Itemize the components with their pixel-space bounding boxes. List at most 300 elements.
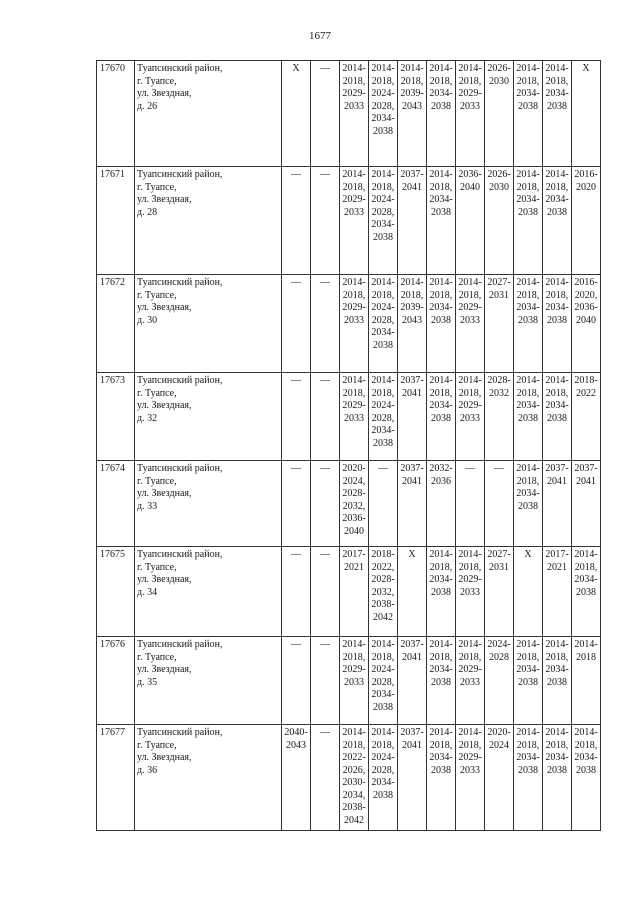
- address-line: ул. Звездная,: [137, 488, 192, 499]
- address-line: д. 35: [137, 676, 158, 688]
- period-cell-c8: [485, 547, 514, 637]
- period-line: 2030-: [342, 777, 366, 788]
- period-line: 2018,: [342, 75, 366, 87]
- period-line: 2014-: [342, 63, 366, 74]
- period-cell-c2: —: [311, 547, 340, 637]
- period-line: 2018,: [545, 651, 569, 663]
- period-line: 2040-: [284, 727, 308, 738]
- period-line: 2018,: [516, 475, 540, 487]
- period-line: 2034-: [429, 752, 453, 763]
- period-line: 2037-: [400, 375, 424, 386]
- period-line: 2018,: [545, 739, 569, 751]
- period-line: 2018,: [516, 651, 540, 663]
- period-line: 2029-: [458, 88, 482, 99]
- period-line: 2028-: [371, 574, 395, 585]
- table-row: [97, 725, 601, 831]
- address-cell: [135, 637, 282, 725]
- period-line: 2037-: [545, 463, 569, 474]
- period-line: 2034-: [371, 777, 395, 788]
- period-cell-c5: [398, 725, 427, 831]
- period-line: 2031: [489, 561, 509, 573]
- period-line: 2034-: [429, 194, 453, 205]
- address-line: д. 30: [137, 314, 158, 326]
- period-line: 2038: [547, 206, 567, 218]
- period-line: 2034-: [516, 302, 540, 313]
- period-line: 2014-: [545, 639, 569, 650]
- address-line: ул. Звездная,: [137, 194, 192, 205]
- period-line: 2029-: [342, 194, 366, 205]
- address-line: д. 32: [137, 412, 158, 424]
- period-cell-c10: [543, 275, 572, 373]
- period-line: 2022: [576, 387, 596, 399]
- period-cell-c5: [398, 373, 427, 461]
- period-line: 2038: [518, 100, 538, 112]
- period-line: 2034-: [371, 113, 395, 124]
- period-line: 2024-: [371, 88, 395, 99]
- period-cell-c1: —: [282, 275, 311, 373]
- period-line: 2038: [431, 764, 451, 776]
- period-cell-c11: X: [572, 61, 601, 167]
- address-line: д. 26: [137, 100, 158, 112]
- period-line: 2014-: [429, 727, 453, 738]
- address-cell: [135, 373, 282, 461]
- period-cell-c10: [543, 725, 572, 831]
- period-cell-c7: [456, 61, 485, 167]
- period-line: 2014-: [342, 277, 366, 288]
- address-line: Туапсинский район,: [137, 63, 223, 74]
- period-line: 2014-: [400, 277, 424, 288]
- period-line: 2034-: [516, 400, 540, 411]
- period-line: 2043: [286, 739, 306, 751]
- period-line: 2028: [489, 651, 509, 663]
- period-line: 2032-: [429, 463, 453, 474]
- period-line: 2014-: [429, 639, 453, 650]
- period-line: 2014-: [429, 277, 453, 288]
- period-line: 2018,: [342, 739, 366, 751]
- period-line: 2018,: [516, 75, 540, 87]
- period-cell-c3: [340, 275, 369, 373]
- period-cell-c10: [543, 373, 572, 461]
- period-line: 2038: [518, 314, 538, 326]
- period-line: 2018,: [429, 75, 453, 87]
- table-row: [97, 275, 601, 373]
- period-cell-c8: —: [485, 461, 514, 547]
- period-cell-c6: [427, 275, 456, 373]
- period-line: 2014-: [458, 639, 482, 650]
- period-line: 2029-: [342, 400, 366, 411]
- period-line: 2018,: [545, 181, 569, 193]
- period-line: 2018,: [342, 387, 366, 399]
- period-line: 2040: [344, 525, 364, 537]
- period-cell-c2: —: [311, 461, 340, 547]
- period-line: 2034-: [574, 574, 598, 585]
- period-line: 2018,: [342, 289, 366, 301]
- period-line: 2018,: [429, 739, 453, 751]
- period-line: 2024-: [371, 400, 395, 411]
- period-line: 2038: [431, 314, 451, 326]
- period-cell-c11: [572, 547, 601, 637]
- period-line: 2034-: [371, 327, 395, 338]
- period-cell-c1: —: [282, 373, 311, 461]
- period-cell-c8: [485, 373, 514, 461]
- period-line: 2033: [460, 100, 480, 112]
- period-line: 2038: [547, 314, 567, 326]
- period-line: 2033: [460, 314, 480, 326]
- period-line: 2038: [373, 231, 393, 243]
- period-line: 2034-: [429, 664, 453, 675]
- period-line: 2034-: [545, 88, 569, 99]
- period-line: 2014-: [458, 63, 482, 74]
- period-line: 2034-: [516, 88, 540, 99]
- table-row: [97, 373, 601, 461]
- period-cell-c6: [427, 725, 456, 831]
- period-line: 2022-: [342, 752, 366, 763]
- period-line: 2029-: [342, 664, 366, 675]
- period-line: 2038: [547, 412, 567, 424]
- period-line: 2038: [373, 125, 393, 137]
- period-line: 2038: [431, 586, 451, 598]
- period-line: 2018,: [371, 181, 395, 193]
- period-line: 2014-: [429, 169, 453, 180]
- period-line: 2014-: [545, 727, 569, 738]
- period-line: 2014-: [342, 169, 366, 180]
- period-cell-c5: [398, 275, 427, 373]
- period-line: 2014-: [371, 169, 395, 180]
- table-row: [97, 61, 601, 167]
- period-line: 2038: [373, 339, 393, 351]
- period-cell-c1: —: [282, 637, 311, 725]
- period-line: 2014-: [516, 463, 540, 474]
- period-line: 2014-: [574, 549, 598, 560]
- period-line: 2028-: [487, 375, 511, 386]
- period-line: 2018,: [342, 651, 366, 663]
- period-line: 2036-: [458, 169, 482, 180]
- period-line: 2014-: [342, 375, 366, 386]
- period-line: 2034-: [516, 752, 540, 763]
- address-cell: [135, 167, 282, 275]
- period-cell-c10: [543, 61, 572, 167]
- period-line: 2037-: [400, 727, 424, 738]
- period-cell-c4: [369, 637, 398, 725]
- period-line: 2034-: [574, 752, 598, 763]
- period-line: 2018,: [371, 739, 395, 751]
- period-line: 2014-: [458, 277, 482, 288]
- period-line: 2029-: [458, 400, 482, 411]
- period-cell-c5: [398, 61, 427, 167]
- period-line: 2038: [547, 764, 567, 776]
- period-line: 2017-: [545, 549, 569, 560]
- period-line: 2034-: [371, 219, 395, 230]
- address-line: д. 33: [137, 500, 158, 512]
- period-line: 2033: [460, 764, 480, 776]
- period-line: 2014-: [458, 375, 482, 386]
- record-number-cell: 17675: [97, 547, 135, 637]
- period-line: 2033: [344, 100, 364, 112]
- period-line: 2018,: [429, 181, 453, 193]
- period-line: 2018,: [400, 289, 424, 301]
- period-cell-c4: [369, 725, 398, 831]
- period-line: 2022,: [371, 561, 395, 573]
- period-line: 2014-: [516, 727, 540, 738]
- address-line: д. 28: [137, 206, 158, 218]
- period-line: 2018,: [516, 387, 540, 399]
- period-line: 2038: [373, 789, 393, 801]
- period-cell-c9: [514, 461, 543, 547]
- period-cell-c7: [456, 167, 485, 275]
- record-number-cell: 17673: [97, 373, 135, 461]
- period-line: 2027-: [487, 277, 511, 288]
- period-line: 2014-: [458, 549, 482, 560]
- period-line: 2039-: [400, 302, 424, 313]
- period-cell-c7: [456, 547, 485, 637]
- record-number-cell: 17674: [97, 461, 135, 547]
- period-line: 2018,: [458, 387, 482, 399]
- period-line: 2014-: [574, 639, 598, 650]
- period-line: 2018,: [458, 739, 482, 751]
- period-cell-c1: —: [282, 461, 311, 547]
- period-line: 2043: [402, 100, 422, 112]
- period-line: 2038: [373, 437, 393, 449]
- page-number: 1677: [309, 30, 331, 42]
- period-line: 2014-: [371, 375, 395, 386]
- period-line: 2030: [489, 75, 509, 87]
- period-cell-c6: [427, 167, 456, 275]
- period-cell-c4: [369, 373, 398, 461]
- period-line: 2034-: [516, 194, 540, 205]
- period-line: 2033: [344, 314, 364, 326]
- address-line: ул. Звездная,: [137, 302, 192, 313]
- period-line: 2014-: [545, 375, 569, 386]
- period-line: 2018-: [371, 549, 395, 560]
- period-cell-c1: —: [282, 547, 311, 637]
- period-line: 2024,: [342, 475, 366, 487]
- address-line: г. Туапсе,: [137, 561, 177, 573]
- period-line: 2038: [431, 676, 451, 688]
- period-cell-c2: —: [311, 61, 340, 167]
- period-line: 2018,: [371, 289, 395, 301]
- record-number-cell: 17677: [97, 725, 135, 831]
- address-cell: [135, 61, 282, 167]
- period-line: 2029-: [458, 752, 482, 763]
- period-cell-c4: —: [369, 461, 398, 547]
- period-cell-c9: X: [514, 547, 543, 637]
- period-line: 2034-: [429, 88, 453, 99]
- period-line: 2018-: [574, 375, 598, 386]
- period-line: 2026-: [487, 63, 511, 74]
- period-line: 2018,: [429, 387, 453, 399]
- period-line: 2014-: [371, 727, 395, 738]
- period-line: 2026-: [487, 169, 511, 180]
- period-line: 2018,: [371, 387, 395, 399]
- period-cell-c2: —: [311, 373, 340, 461]
- period-line: 2042: [344, 814, 364, 826]
- address-line: г. Туапсе,: [137, 475, 177, 487]
- period-line: 2034-: [545, 194, 569, 205]
- address-line: ул. Звездная,: [137, 574, 192, 585]
- address-line: Туапсинский район,: [137, 375, 223, 386]
- period-line: 2014-: [516, 63, 540, 74]
- table-row: [97, 547, 601, 637]
- period-line: 2018,: [516, 181, 540, 193]
- period-line: 2014-: [371, 639, 395, 650]
- table-row: [97, 461, 601, 547]
- period-line: 2014-: [516, 639, 540, 650]
- period-line: 2038: [547, 676, 567, 688]
- period-line: 2018,: [429, 561, 453, 573]
- address-line: Туапсинский район,: [137, 727, 223, 738]
- period-cell-c9: [514, 275, 543, 373]
- period-line: 2018,: [545, 75, 569, 87]
- period-line: 2020: [576, 181, 596, 193]
- period-line: 2021: [547, 561, 567, 573]
- period-line: 2038: [518, 412, 538, 424]
- period-line: 2041: [402, 475, 422, 487]
- period-cell-c11: [572, 275, 601, 373]
- period-line: 2041: [402, 739, 422, 751]
- period-line: 2028-: [342, 488, 366, 499]
- period-cell-c2: —: [311, 725, 340, 831]
- period-line: 2031: [489, 289, 509, 301]
- period-line: 2041: [402, 651, 422, 663]
- period-line: 2036-: [574, 302, 598, 313]
- period-line: 2041: [547, 475, 567, 487]
- address-line: Туапсинский район,: [137, 639, 223, 650]
- period-line: 2041: [402, 181, 422, 193]
- period-line: 2014-: [458, 727, 482, 738]
- period-line: 2043: [402, 314, 422, 326]
- period-cell-c1: [282, 725, 311, 831]
- address-line: Туапсинский район,: [137, 463, 223, 474]
- period-cell-c3: [340, 637, 369, 725]
- period-line: 2018,: [429, 289, 453, 301]
- period-cell-c4: [369, 275, 398, 373]
- period-line: 2028,: [371, 100, 395, 112]
- period-cell-c11: [572, 725, 601, 831]
- period-line: 2040: [576, 314, 596, 326]
- period-cell-c8: [485, 637, 514, 725]
- table-row: [97, 167, 601, 275]
- period-line: 2038: [518, 676, 538, 688]
- period-line: 2038: [431, 412, 451, 424]
- period-line: 2041: [576, 475, 596, 487]
- period-cell-c6: [427, 637, 456, 725]
- period-line: 2034-: [545, 664, 569, 675]
- period-cell-c11: [572, 461, 601, 547]
- period-line: 2014-: [545, 63, 569, 74]
- period-line: 2024-: [371, 302, 395, 313]
- period-cell-c9: [514, 725, 543, 831]
- period-line: 2038: [547, 100, 567, 112]
- address-line: ул. Звездная,: [137, 400, 192, 411]
- period-line: 2018: [576, 651, 596, 663]
- period-line: 2018,: [371, 75, 395, 87]
- address-line: ул. Звездная,: [137, 664, 192, 675]
- table-body: [97, 61, 601, 831]
- period-line: 2034-: [516, 664, 540, 675]
- address-cell: [135, 461, 282, 547]
- period-line: 2014-: [400, 63, 424, 74]
- address-line: г. Туапсе,: [137, 75, 177, 87]
- period-line: 2034-: [429, 574, 453, 585]
- record-number-cell: 17671: [97, 167, 135, 275]
- period-cell-c7: [456, 373, 485, 461]
- period-line: 2036-: [342, 513, 366, 524]
- period-cell-c8: [485, 167, 514, 275]
- period-line: 2040: [460, 181, 480, 193]
- period-line: 2037-: [400, 169, 424, 180]
- address-cell: [135, 547, 282, 637]
- period-line: 2014-: [342, 727, 366, 738]
- period-line: 2018,: [458, 289, 482, 301]
- period-cell-c10: [543, 461, 572, 547]
- period-cell-c8: [485, 275, 514, 373]
- period-line: 2032,: [342, 500, 366, 512]
- period-cell-c11: [572, 373, 601, 461]
- period-line: 2028,: [371, 676, 395, 688]
- period-line: 2029-: [458, 302, 482, 313]
- period-line: 2037-: [574, 463, 598, 474]
- period-cell-c4: [369, 547, 398, 637]
- period-line: 2018,: [545, 387, 569, 399]
- period-line: 2032,: [371, 586, 395, 598]
- period-line: 2014-: [429, 63, 453, 74]
- period-line: 2034-: [516, 488, 540, 499]
- address-line: Туапсинский район,: [137, 549, 223, 560]
- period-line: 2028,: [371, 764, 395, 776]
- period-line: 2030: [489, 181, 509, 193]
- period-cell-c3: [340, 547, 369, 637]
- period-line: 2017-: [342, 549, 366, 560]
- period-line: 2037-: [400, 639, 424, 650]
- period-line: 2036: [431, 475, 451, 487]
- period-line: 2028,: [371, 412, 395, 424]
- period-line: 2034-: [545, 302, 569, 313]
- period-line: 2014-: [342, 639, 366, 650]
- period-cell-c5: [398, 637, 427, 725]
- period-line: 2018,: [516, 739, 540, 751]
- period-line: 2027-: [487, 549, 511, 560]
- period-line: 2026,: [342, 764, 366, 776]
- period-line: 2038: [518, 500, 538, 512]
- period-line: 2033: [460, 676, 480, 688]
- period-line: 2038: [431, 206, 451, 218]
- period-line: 2014-: [545, 277, 569, 288]
- period-line: 2029-: [458, 574, 482, 585]
- period-line: 2018,: [458, 75, 482, 87]
- period-cell-c10: [543, 167, 572, 275]
- period-line: 2014-: [574, 727, 598, 738]
- period-cell-c7: [456, 725, 485, 831]
- period-line: 2038: [373, 701, 393, 713]
- address-line: г. Туапсе,: [137, 181, 177, 193]
- period-cell-c1: X: [282, 61, 311, 167]
- period-line: 2032: [489, 387, 509, 399]
- period-line: 2038: [518, 764, 538, 776]
- period-line: 2038: [518, 206, 538, 218]
- period-cell-c11: [572, 167, 601, 275]
- period-cell-c3: [340, 167, 369, 275]
- table-row: [97, 637, 601, 725]
- address-line: Туапсинский район,: [137, 277, 223, 288]
- period-line: 2018,: [458, 651, 482, 663]
- period-line: 2033: [344, 412, 364, 424]
- period-line: 2037-: [400, 463, 424, 474]
- period-line: 2021: [344, 561, 364, 573]
- address-line: г. Туапсе,: [137, 739, 177, 751]
- period-cell-c6: [427, 547, 456, 637]
- period-line: 2016-: [574, 277, 598, 288]
- period-cell-c5: [398, 461, 427, 547]
